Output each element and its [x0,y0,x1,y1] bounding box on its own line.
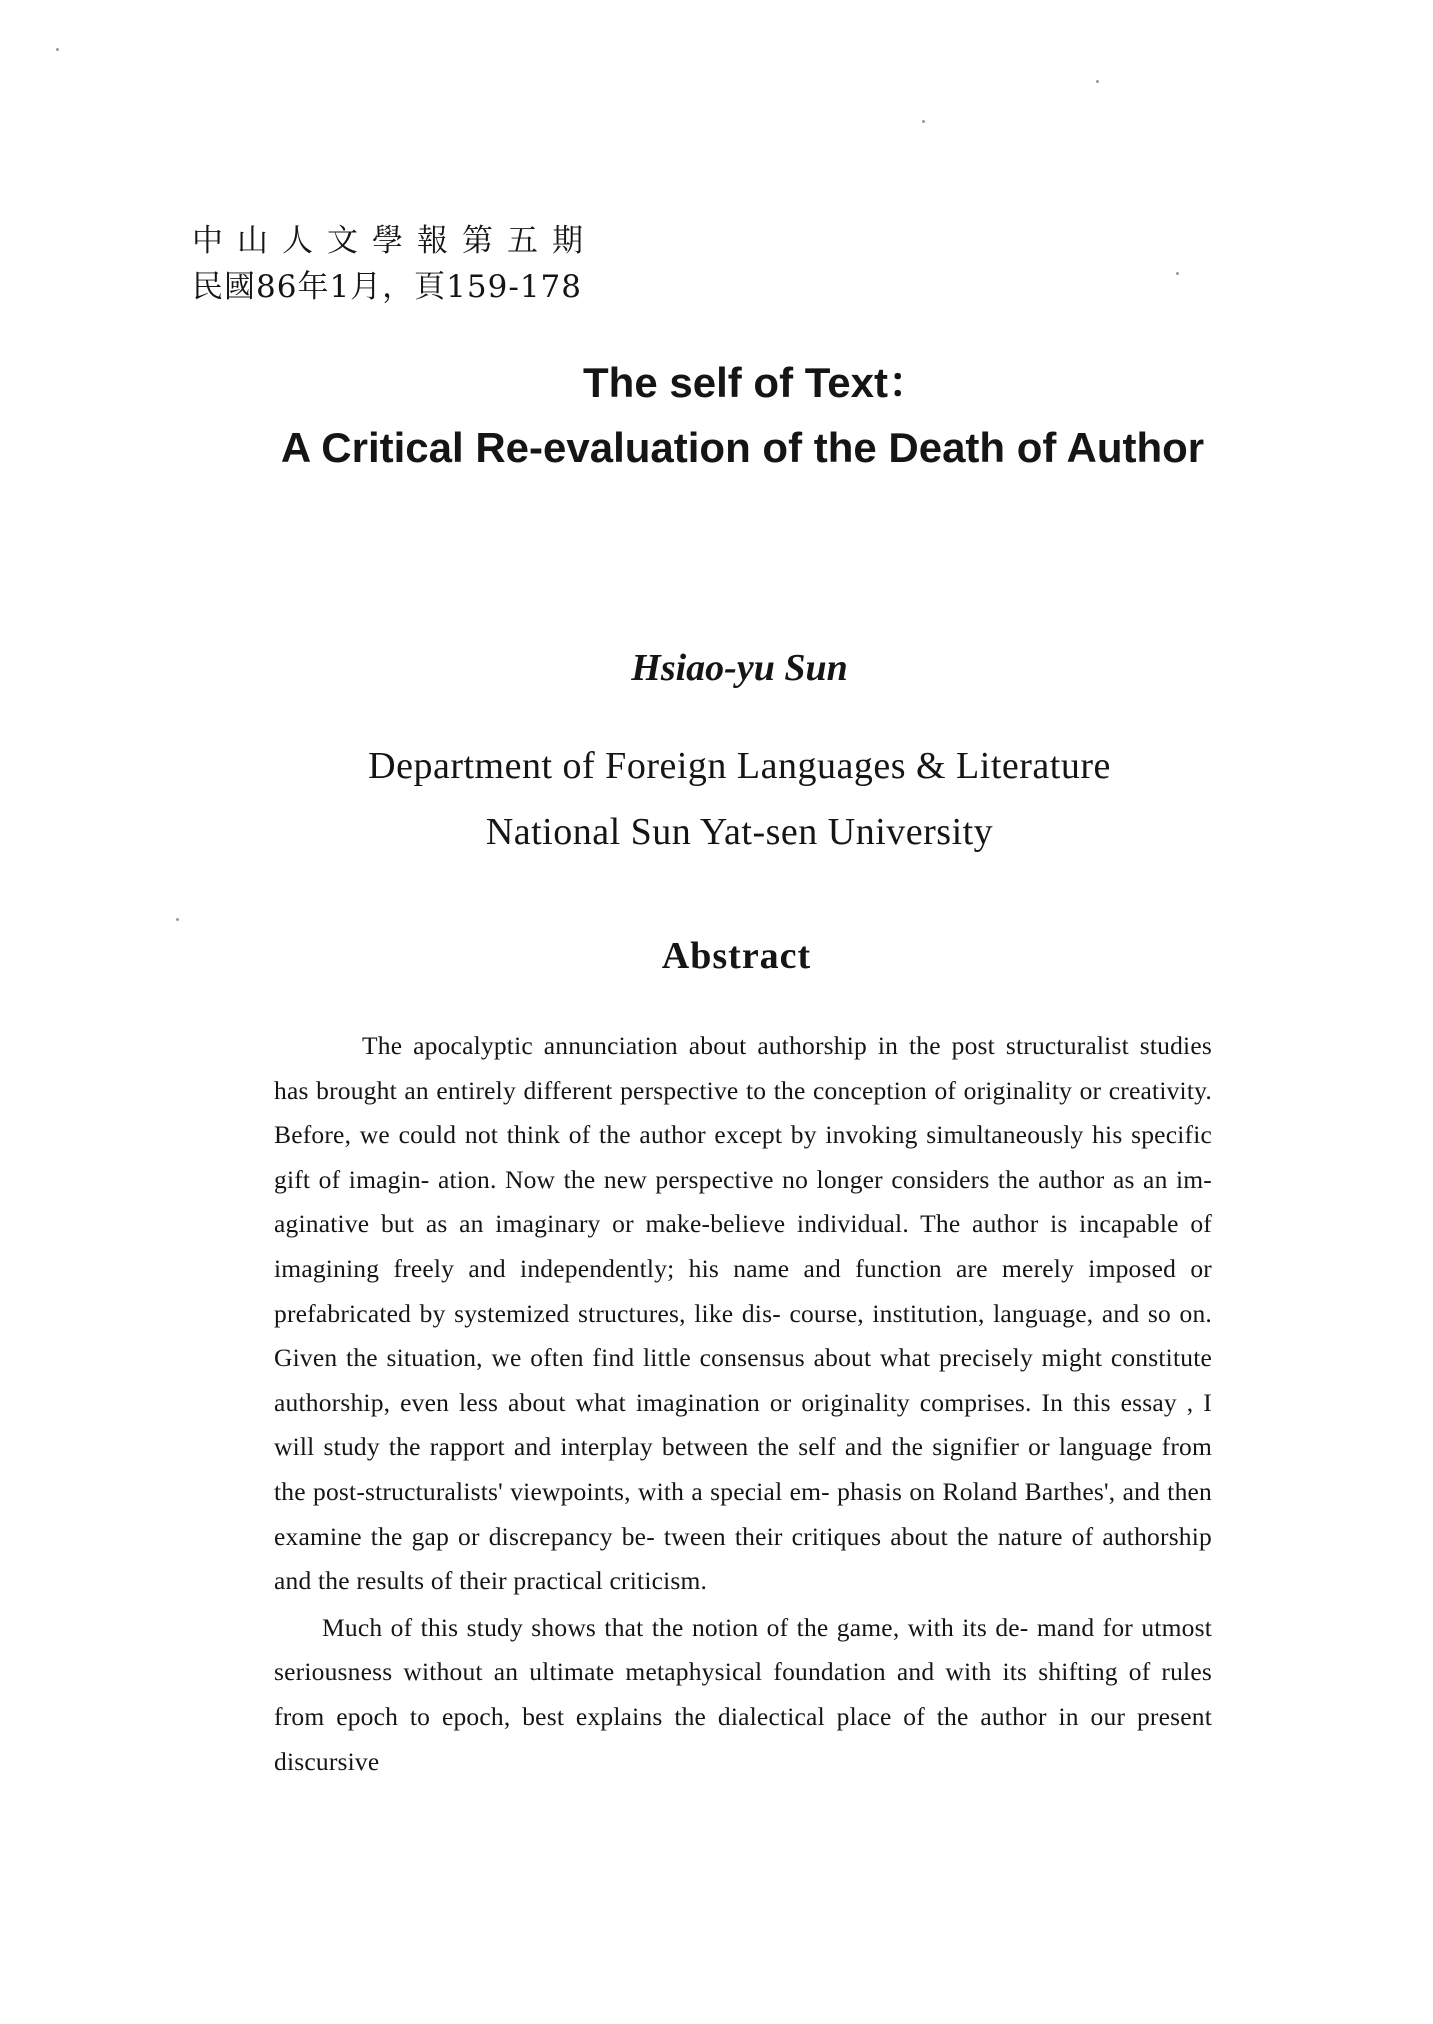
scan-speck [922,120,925,123]
journal-header [192,218,597,310]
author-name: Hsiao-yu Sun [631,647,848,689]
scan-speck [1096,80,1099,83]
abstract-paragraph-1: The apocalyptic annunciation about authorship in the post structuralist studies has brought an entirely different perspective to the conception of originality or creativity. Before, we could not think of the author except by invoking simultaneously his specific gift of imagin- ation. Now the new perspective no longer considers the author as an im- aginative but as an imaginary or make-believe individual. The author is incapable of imagining freely and independently; his name and function are merely imposed or prefabricated by systemized structures, like dis- course, institution, language, and so on. Given the situation, we often find little consensus about what precisely might constitute authorship, even less about what imagination or originality comprises. In this essay , I will study the rapport and interplay between the self and the signifier or language from the post-structuralists' viewpoints, with a special em- phasis on Roland Barthes', and then examine the gap or discrepancy be- tween their critiques about the nature of authorship and the results of their practical criticism. [274,1031,1212,1596]
scan-speck [1176,272,1179,275]
abstract-body [274,1024,1212,1784]
abstract-paragraph-2: Much of this study shows that the notion of the game, with its de- mand for utmost seriousness without an ultimate metaphysical foundation and with its shifting of rules from epoch to epoch, best explains the dialectical place of the author in our present discursive [274,1612,1212,1776]
paper-title-line-2: A Critical Re-evaluation of the Death of Author [280,424,1205,471]
affiliation-university: National Sun Yat-sen University [485,811,994,853]
journal-issue: 民國86年1月，頁159-178 [192,269,582,305]
paper-title-line-1: The self of Text： [583,359,930,406]
scan-speck [56,48,59,51]
abstract-heading: Abstract [661,935,812,977]
affiliation-department: Department of Foreign Languages & Literature [368,745,1111,787]
journal-name: 中山人文學報第五期 [192,223,597,259]
scan-speck [176,918,179,921]
